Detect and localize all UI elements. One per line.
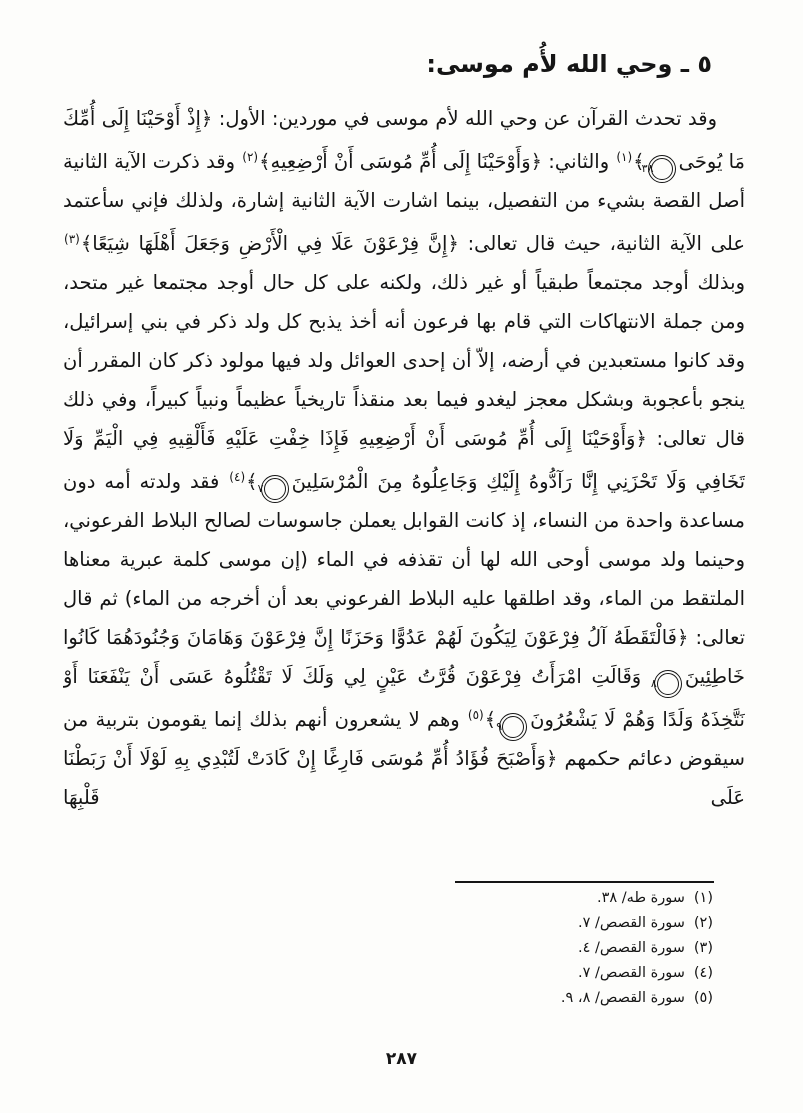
- footnote-marker: (١): [693, 890, 713, 906]
- ayah-number-badge: ٨: [657, 673, 679, 695]
- footnote-divider: [455, 881, 714, 883]
- quran-verse: ﴿إِذْ أَوْحَيْنَا إِلَى أُمِّكَ مَا يُوحَى: [63, 107, 745, 173]
- footnote: [561, 936, 713, 961]
- body-text-run: وقد ذكرت الآية الثانية أصل القصة بشيء من التفصيل، بينما اشارت الآية الثانية إشارة، ولذلك فإني سأعتمد على الآية الثانية، حيث قال تعالى:: [63, 150, 745, 255]
- body-text-run: وبذلك أوجد مجتمعاً طبقياً أو غير ذلك، ولكنه على كل حال أوجد مجتمعا غير متحد، ومن جملة الانتهاكات التي قام بها فرعون أنه أخذ يذبح كل ولد ذكر في بني إسرائيل، وقد كانوا مستعبدين في أرضه، إلاّ أن إحدى العوائل ولد فيها مولود ذكر كان المقرر أن ينجو بأعجوبة وبشكل معجز ليغدو فيما بعد منقذاً تاريخياً عظيماً ونبياً كبيراً، وفي ذلك قال تعالى:: [63, 271, 745, 450]
- footnote-ref: (١): [616, 150, 633, 164]
- footnote: [561, 986, 713, 1011]
- footnote-ref: (٤): [229, 470, 246, 484]
- footnote: [561, 961, 713, 986]
- quran-verse: ﴿وَأَوْحَيْنَا إِلَى أُمِّ مُوسَى أَنْ أَرْضِعِيهِ فَإِذَا خِفْتِ عَلَيْهِ فَأَلْقِيهِ فِي الْيَمِّ وَلَا تَخَافِي وَلَا تَحْزَنِي إِنَّا رَآدُّوهُ إِلَيْكِ وَجَاعِلُوهُ مِنَ الْمُرْسَلِينَ: [63, 427, 745, 493]
- quran-verse: ﴾: [246, 470, 258, 493]
- ayah-number-badge: ٣٨: [651, 158, 673, 180]
- footnote-text: سورة القصص/ ٨، ٩.: [560, 990, 685, 1006]
- quran-verse: ﴿وَأَوْحَيْنَا إِلَى أُمِّ مُوسَى أَنْ أَرْضِعِيهِ﴾: [259, 150, 543, 173]
- quran-verse: ﴿فَالْتَقَطَهُ آلُ فِرْعَوْنَ لِيَكُونَ لَهُمْ عَدُوًّا وَحَزَنًا إِنَّ فِرْعَوْنَ وَهَامَانَ وَجُنُودَهُمَا كَانُوا خَاطِئِينَ: [63, 626, 745, 688]
- ayah-number-badge: ٩: [502, 716, 524, 738]
- page-number: ٢٨٧: [385, 1049, 418, 1069]
- ayah-number-badge: ٧: [264, 478, 286, 500]
- footnote-text: سورة القصص/ ٧.: [577, 965, 685, 981]
- body-text-block: [63, 99, 745, 881]
- footnote-ref: (٥): [467, 708, 484, 722]
- quran-verse: وَقَالَتِ امْرَأَتُ فِرْعَوْنَ قُرَّتُ عَيْنٍ لِي وَلَكَ لَا تَقْتُلُوهُ عَسَى أَنْ يَنْفَعَنَا أَوْ نَتَّخِذَهُ وَلَدًا وَهُمْ لَا يَشْعُرُونَ: [63, 665, 745, 731]
- footnote-ref: (٣): [64, 232, 80, 246]
- body-text-run: فقد ولدته أمه دون مساعدة واحدة من النساء، إذ كانت القوابل يعملن جاسوسات لصالح البلاط الفرعوني، وحينما ولد موسى أوحى الله لها أن تقذفه في الماء (إن موسى كلمة عبرية معناها الملتقط من الماء، وقد اطلقها عليه البلاط الفرعوني بعد أن أخرجه من الماء) ثم قال تعالى:: [63, 470, 745, 649]
- footnote-marker: (٥): [693, 990, 713, 1006]
- body-paragraph: [63, 99, 745, 817]
- quran-verse: ﴿وَأَصْبَحَ فُؤَادُ أُمِّ مُوسَى فَارِغًا إِنْ كَادَتْ لَتُبْدِي بِهِ لَوْلَا أَنْ رَبَطْنَا عَلَى قَلْبِهَا: [63, 747, 745, 809]
- footnote-text: سورة القصص/ ٧.: [577, 915, 685, 931]
- footnote-marker: (٢): [693, 915, 713, 931]
- footnote-text: سورة طه/ ٣٨.: [597, 890, 685, 906]
- quran-verse: ﴾: [484, 708, 497, 731]
- footnote-text: سورة القصص/ ٤.: [577, 940, 685, 956]
- page-title: ٥ ـ وحي الله لأُم موسى:: [426, 50, 712, 78]
- quran-verse: ﴾: [633, 150, 645, 173]
- footnote: [561, 911, 713, 936]
- footnote-marker: (٤): [693, 965, 713, 981]
- footnote-ref: (٢): [242, 150, 259, 164]
- body-text-run: والثاني:: [542, 150, 616, 173]
- body-text-run: وهم لا يشعرون أنهم بذلك إنما يقومون بتربية من سيقوض دعائم حكمهم: [63, 708, 745, 770]
- footnote-marker: (٣): [693, 940, 713, 956]
- footnote: [561, 886, 713, 911]
- body-text-run: وقد تحدث القرآن عن وحي الله لأم موسى في موردين: الأول:: [212, 107, 717, 130]
- footnotes-list: [561, 886, 713, 1011]
- quran-verse: ﴿إِنَّ فِرْعَوْنَ عَلَا فِي الْأَرْضِ وَجَعَلَ أَهْلَهَا شِيَعًا﴾: [80, 232, 459, 255]
